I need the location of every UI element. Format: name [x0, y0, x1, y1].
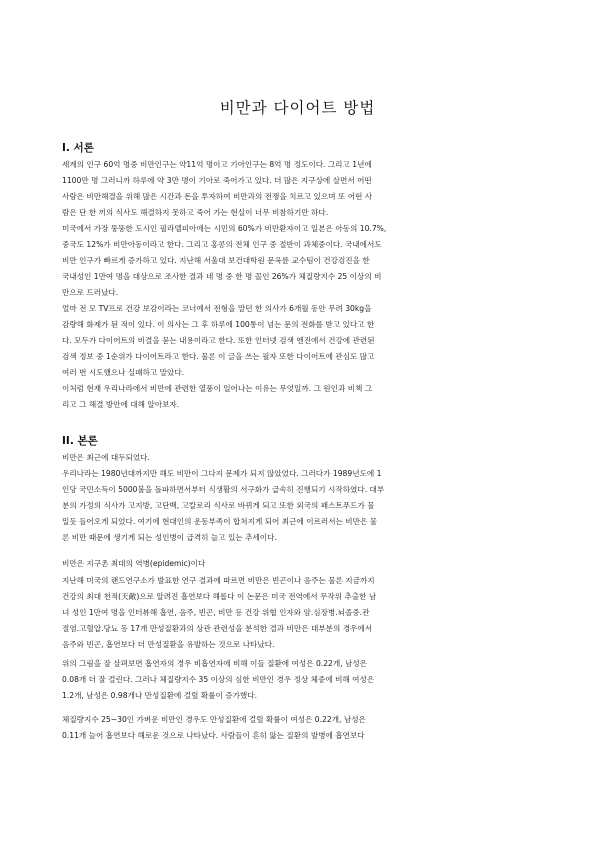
- section-heading-introduction: I. 서론: [62, 142, 94, 154]
- text-line: 비만은 지구촌 최대의 역병(epidemic)이다: [62, 559, 206, 568]
- text-line: 여러 번 시도했으나 실패하고 말았다.: [62, 368, 185, 377]
- text-line: 리고 그 해결 방안에 대해 알아보자.: [62, 400, 180, 409]
- text-line: 감량해 화제가 된 적이 있다. 이 의사는 그 후 하루에 100통이 넘는 문의 전화를 받고 있다고 한: [62, 320, 375, 329]
- text-line: 미국에서 가장 뚱뚱한 도시인 필라델피아에는 시민의 60%가 비만환자이고 일본은 아동의 10.7%,: [62, 224, 387, 233]
- text-line: 건강의 최대 천적(天敵)으로 알려진 흡연보다 해롭다 이 논문은 미국 전역에서 무작위 추출한 남: [62, 592, 377, 601]
- document-title: 비만과 다이어트 방법: [219, 99, 376, 117]
- text-line: 녀 성인 1만여 명을 인터뷰해 흡연, 음주, 빈곤, 비만 등 건강 위협 인자와 암.심장병.뇌졸중.관: [62, 608, 370, 617]
- intro-paragraph-3: [62, 381, 528, 413]
- body-paragraph-rand-study: [62, 573, 528, 653]
- text-line: 람은 단 한 끼의 식사도 해결하지 못하고 죽어 가는 현실이 너무 비참하기만 하다.: [62, 208, 329, 217]
- body-paragraph-bmi: [62, 712, 528, 744]
- text-line: 세계의 인구 60억 명중 비만인구는 약11억 명이고 기아인구는 8억 명 정도이다. 그리고 1년에: [62, 160, 372, 169]
- text-line: 중국도 12%가 비만아동이라고 한다. 그리고 홍콩의 전체 인구 중 절반이 과체중이다. 국내에서도: [62, 240, 382, 249]
- text-line: 검색 정보 중 1순위가 다이어트라고 한다. 물론 이 글을 쓰는 필자 또한 다이어트에 관심도 많고: [62, 352, 375, 361]
- body-paragraph-figure: [62, 656, 528, 704]
- text-line: 분의 가정의 식사가 고지방, 고단백, 고칼로리 식사로 바뀌게 되고 또한 외국의 패스트푸드가 물: [62, 501, 375, 510]
- text-line: 비만 인구가 빠르게 증가하고 있다. 지난해 서울대 보건대학원 문옥륜 교수팀이 건강검진을 한: [62, 256, 370, 265]
- text-line: 론 비만 때문에 생기게 되는 성인병이 급격히 늘고 있는 추세이다.: [62, 533, 277, 542]
- text-line: 이처럼 현재 우리나라에서 비만에 관련한 열풍이 일어나는 이유는 무엇일까. 그 원인과 비책 그: [62, 384, 373, 393]
- text-line: 체질량지수 25~30인 가벼운 비만인 경우도 만성질환에 걸릴 확률이 여성은 0.22개, 남성은: [62, 715, 366, 724]
- text-line: 다. 모두가 다이어트의 비결을 묻는 내용이라고 한다. 또한 인터넷 검색 엔진에서 건강에 관련된: [62, 336, 375, 345]
- text-line: 1.2개, 남성은 0.98개나 만성질환에 걸릴 확률이 증가했다.: [62, 691, 258, 700]
- text-line: 비만은 최근에 대두되었다.: [62, 453, 150, 462]
- text-line: 위의 그림을 잘 살펴보면 흡연자의 경우 비흡연자에 비해 이들 질환에 여성은 0.22개, 남성은: [62, 659, 368, 668]
- text-line: 지난해 미국의 랜드연구소가 발표한 연구 결과에 따르면 비만은 빈곤이나 음주는 물론 지금까지: [62, 576, 375, 585]
- intro-paragraph-2: [62, 301, 528, 381]
- intro-paragraph-1: [62, 157, 528, 301]
- section-heading-body: II. 본론: [62, 435, 98, 447]
- text-line: 0.08개 더 잘 걸린다. 그러나 체질량지수 35 이상의 심한 비만인 경우 정상 체중에 비해 여성은: [62, 675, 375, 684]
- text-line: 밀듯 들어오게 되었다. 여기에 현대인의 운동부족이 합쳐지게 되어 최근에 이르러서는 비만은 물: [62, 517, 378, 526]
- body-subheading-epidemic: [62, 556, 528, 572]
- text-line: 사람은 비만해결을 위해 많은 시간과 돈을 투자하여 비만과의 전쟁을 치르고 있으며 또 어떤 사: [62, 192, 373, 201]
- text-line: 얼마 전 모 TV프로 건강 보감이라는 코너에서 전형을 말던 한 의사가 6개월 동안 무려 30kg을: [62, 304, 372, 313]
- text-line: 1100만 명 그러니까 하루에 약 3만 명이 기아로 죽어가고 있다. 더 많은 지구상에 살면서 어떤: [62, 176, 372, 185]
- text-line: 절염.고혈압.당뇨 등 17개 만성질환과의 상관 관련성을 분석한 결과 비만은 대부분의 경우에서: [62, 624, 373, 633]
- text-line: 우리나라는 1980년대까지만 해도 비만이 그다지 문제가 되지 않았었다. 그러다가 1989년도에 1: [62, 469, 382, 478]
- text-line: 만으로 드러났다.: [62, 288, 119, 297]
- body-subheading-recent: [62, 450, 528, 466]
- text-line: 인당 국민소득이 5000불을 돌파하면서부터 식생활의 서구화가 급속히 진행되기 시작하였다. 대부: [62, 485, 385, 494]
- text-line: 0.11개 늘어 흡연보다 해로운 것으로 나타났다. 사람들이 흔히 앓는 질환의 발병에 흡연보다: [62, 731, 365, 740]
- body-paragraph-history: [62, 466, 528, 546]
- text-line: 음주와 빈곤, 흡연보다 더 만성질환을 유발하는 것으로 나타났다.: [62, 640, 275, 649]
- text-line: 국내성인 1만여 명을 대상으로 조사한 결과 네 명 중 한 명 꼴인 26%가 체질량지수 25 이상의 비: [62, 272, 382, 281]
